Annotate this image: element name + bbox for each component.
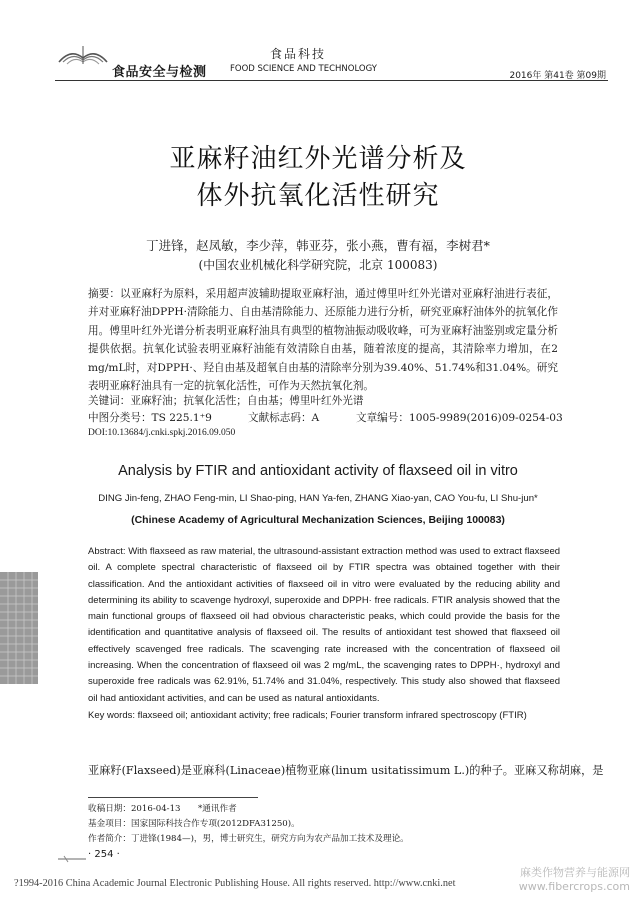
abstract-en-label: Abstract: [88,546,126,557]
watermark [519,866,630,894]
body-text-part-2: (linum usitatissimum L.)的种子。亚麻又称胡麻，是 [331,764,604,777]
authors-cn: 丁进锋，赵凤敏，李少萍，韩亚芬，张小燕，曹有福，李树君* [146,238,490,253]
title-en: Analysis by FTIR and antioxidant activity of flaxseed oil in vitro [118,463,518,479]
authors-en: DING Jin-feng, ZHAO Feng-min, LI Shao-ping, HAN Ya-fen, ZHANG Xiao-yan, CAO You-fu, LI Shu-jun* [98,493,538,504]
watermark-line-2: www.fibercrops.com [518,880,630,893]
abstract-cn: 摘要：以亚麻籽为原料，采用超声波辅助提取亚麻籽油，通过傅里叶红外光谱对亚麻籽油进行表征，并对亚麻籽油DPPH·清除能力、自由基清除能力、还原能力进行分析，研究亚麻籽油体外的抗氧化作用。傅里叶红外光谱分析表明亚麻籽油具有典型的植物油振动吸收峰，可为亚麻籽油鉴别或定量分析提供依据。抗氧化试验表明亚麻籽油能有效清除自由基，随着浓度的提高，其清除率力增加，在2 mg/mL时，对DPPH·、羟自由基及超氧自由基的清除率分别为39.40%、51.74%和31.04%。研究表明亚麻籽油具有一定的抗氧化活性，可作为天然抗氧化剂。 [88,288,558,393]
journal-name-cn: 食品科技 [270,47,327,61]
footnote-funding: 基金项目：国家国际科技合作专项(2012DFA31250)。 [88,819,300,829]
clc-number: 中图分类号：TS 225.1⁺9 [88,412,212,424]
affiliation-en: (Chinese Academy of Agricultural Mechanization Sciences, Beijing 100083) [131,514,505,526]
page-number: · 254 · [88,849,120,860]
keywords-en: Key words: flaxseed oil; antioxidant activity; free radicals; Fourier transform infrared spectroscopy (FTIR) [88,710,527,721]
footnote-divider [88,797,258,798]
doi: DOI:10.13684/j.cnki.spkj.2016.09.050 [88,428,236,438]
corresponding-author-note: *通讯作者 [198,804,237,814]
journal-name-en: FOOD SCIENCE AND TECHNOLOGY [230,64,377,74]
received-date: 收稿日期：2016-04-13 [88,804,181,814]
body-text-part-1: 亚麻籽(Flaxseed)是亚麻科(Linaceae)植物亚麻 [88,764,331,777]
journal-section-name: 食品安全与检测 [112,65,207,80]
title-cn-line-1: 亚麻籽油红外光谱分析及 [169,144,467,174]
header-divider [55,80,608,81]
abstract-en [88,544,560,707]
footnote-received [88,802,237,814]
footnote-author-bio: 作者简介：丁进锋(1984—)，男，博士研究生，研究方向为农产品加工技术及理论。 [88,834,409,844]
watermark-line-1: 麻类作物营养与能源网 [520,866,630,879]
copyright-notice: ?1994-2016 China Academic Journal Electronic Publishing House. All rights reserved. http://www.cnki.net [14,878,456,889]
issue-info: 2016年 第41卷 第09期 [509,71,606,81]
page-number-ornament-icon [58,855,88,863]
article-number: 文章编号：1005-9989(2016)09-0254-03 [356,412,563,424]
title-cn-line-2: 体外抗氧化活性研究 [196,181,440,211]
side-tab-decoration [0,572,38,684]
abstract-en-text: With flaxseed as raw material, the ultrasound-assistant extraction method was used to extract flaxseed oil. A complete spectral characteristic of flaxseed oil by FTIR spectra was obtained together with their classification. And the antioxidant activities of flaxseed oil in vitro were evaluated by the reducing ability and determining its ability to scavenge hydroxyl, superoxide and DPPH· free radicals. FTIR analysis showed that the main functional groups of flaxseed oil had obvious characteristic peaks, which could provide the basis for the identification and quantitative analysis of flaxseed oil. The results of antioxidant test showed that flaxseed oil effectively scavenged free radicals. The scavenging rate increased with the concentration of flaxseed oil increasing. When the concentration of flaxseed oil was 2 mg/mL, the scavenging rates to DPPH·, hydroxyl and superoxide free radicals was 62.91%, 51.74% and 31.04%, respectively. This study also showed that flaxseed oil had antioxidant activities, and can be used as natural antioxidants. [88,546,561,704]
affiliation-cn: (中国农业机械化科学研究院，北京 100083) [198,258,438,272]
journal-logo-icon [55,38,111,68]
document-code: 文献标志码：A [248,412,320,424]
keywords-cn: 关键词：亚麻籽油；抗氧化活性；自由基；傅里叶红外光谱 [88,395,364,407]
